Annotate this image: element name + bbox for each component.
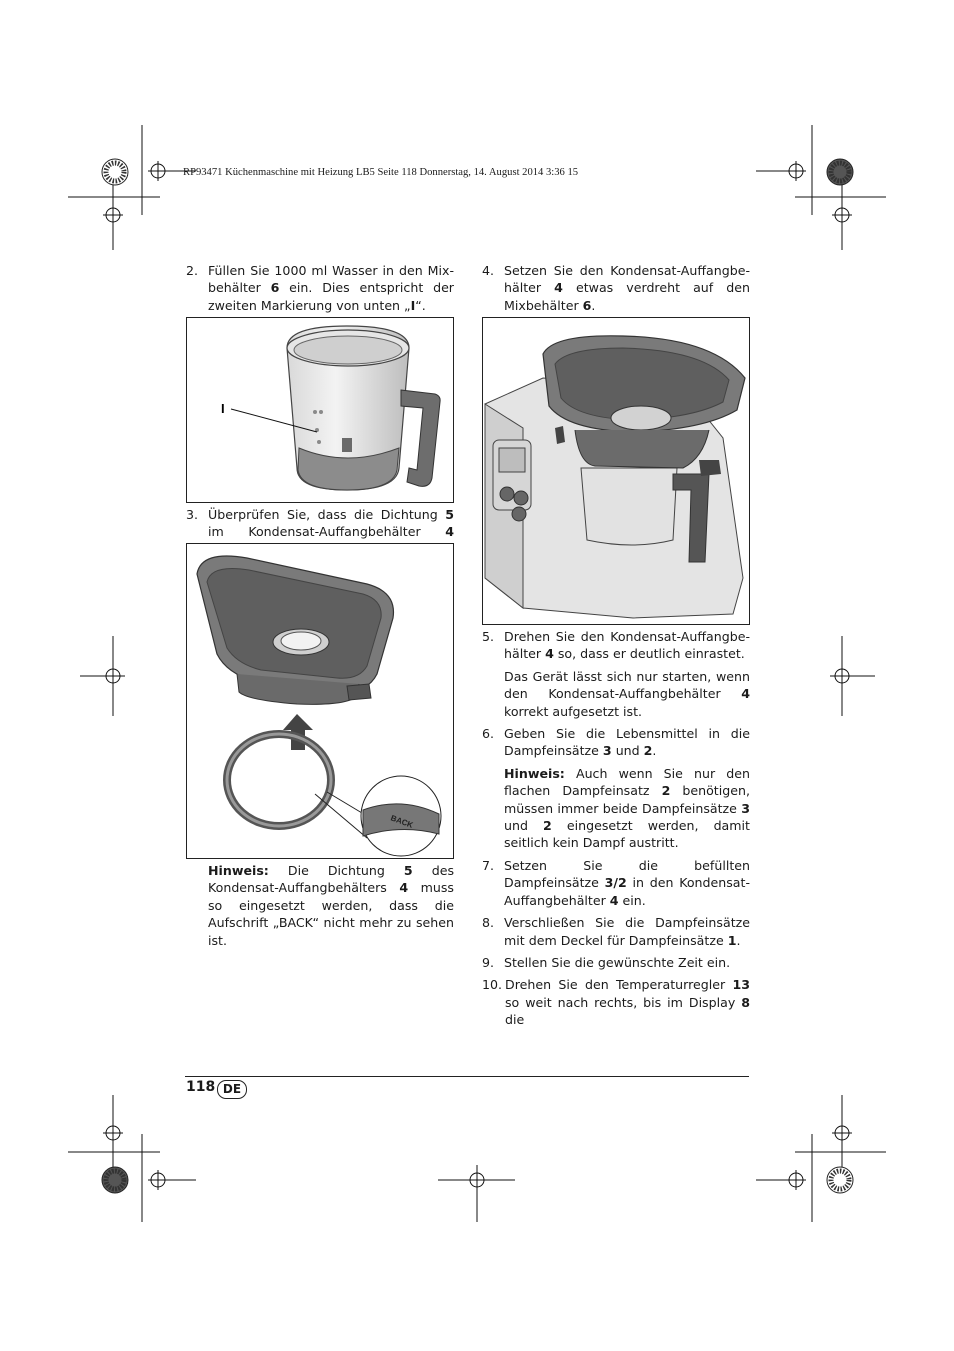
step-9: 9. Stellen Sie die gewünschte Zeit ein. [482, 954, 731, 970]
footer-divider [185, 1076, 749, 1077]
appliance-illustration [483, 318, 749, 624]
left-column [186, 262, 454, 314]
right-column [482, 262, 750, 314]
figure-appliance-with-tray [482, 317, 750, 625]
step-number: 6. [482, 726, 495, 742]
language-badge: DE [217, 1080, 247, 1099]
step-2: 2. Füllen Sie 1000 ml Wasser in den Mixbehälter 6 ein. Dies entspricht der zweiten Markierung von unten „I“. [186, 263, 454, 313]
step-5-detail: Das Gerät lässt sich nur starten, wenn den Kondensat-Auffangbehälter 4 korrekt aufgesetzt ist. [504, 668, 750, 719]
step-10: 10. Drehen Sie den Temperaturregler 13 so weit nach rechts, bis im Display 8 die [482, 977, 750, 1028]
left-column-note [186, 862, 454, 949]
step-3: 3. Überprüfen Sie, dass die Dichtung 5 im Kondensat-Auffangbehälter 4 [186, 506, 454, 558]
step-number: 8. [482, 915, 495, 931]
step-5: 5. Drehen Sie den Kondensat-Auffangbehälter 4 so, dass er deutlich einrastet. [482, 629, 750, 662]
step-number: 2. [186, 263, 199, 278]
marking-label: I [221, 401, 225, 416]
print-slug-header: RP93471 Küchenmaschine mit Heizung LB5 Seite 118 Donnerstag, 14. August 2014 3:36 15 [183, 167, 579, 178]
step-number: 5. [482, 629, 495, 644]
condensate-tray-illustration [187, 544, 453, 858]
back-inscription: BACK [389, 813, 415, 830]
step-number: 4. [482, 263, 495, 278]
step-8: 8. Verschließen Sie die Dampfeinsätze mit dem Deckel für Dampfeinsätze 1. [482, 915, 750, 948]
step-6: 6. Geben Sie die Lebensmittel in die Dampfeinsätze 3 und 2. [482, 726, 750, 759]
mixing-bowl-illustration [187, 318, 453, 502]
step-number: 3. [186, 507, 199, 522]
step-number: 10. [482, 977, 503, 993]
step-number: 7. [482, 857, 495, 873]
step-6-note: Hinweis: Auch wenn Sie nur den flachen Dampfeinsatz 2 benötigen, müssen immer beide Dampfeinsätze 3 und 2 eingesetzt werden, damit seitlich kein Dampf austritt. [504, 765, 750, 851]
note-seal: Hinweis: Die Dichtung 5 des Kondensat-Auffangbehälters 4 muss so eingesetzt werden, dass die Aufschrift „BACK“ nicht mehr zu sehen ist. [208, 863, 455, 948]
step-4: 4. Setzen Sie den Kondensat-Auffangbehälter 4 etwas verdreht auf den Mixbehälter 6. [482, 263, 750, 313]
page-number: 118 [186, 1079, 216, 1095]
step-7: 7. Setzen Sie die befüllten Dampfeinsätze 3/2 in den Kondensat-Auffangbehälter 4 ein. [482, 857, 750, 908]
right-column-lower [482, 628, 750, 1029]
step-number: 9. [482, 954, 495, 970]
figure-mixing-bowl [186, 317, 454, 503]
figure-condensate-tray-seal [186, 543, 454, 859]
